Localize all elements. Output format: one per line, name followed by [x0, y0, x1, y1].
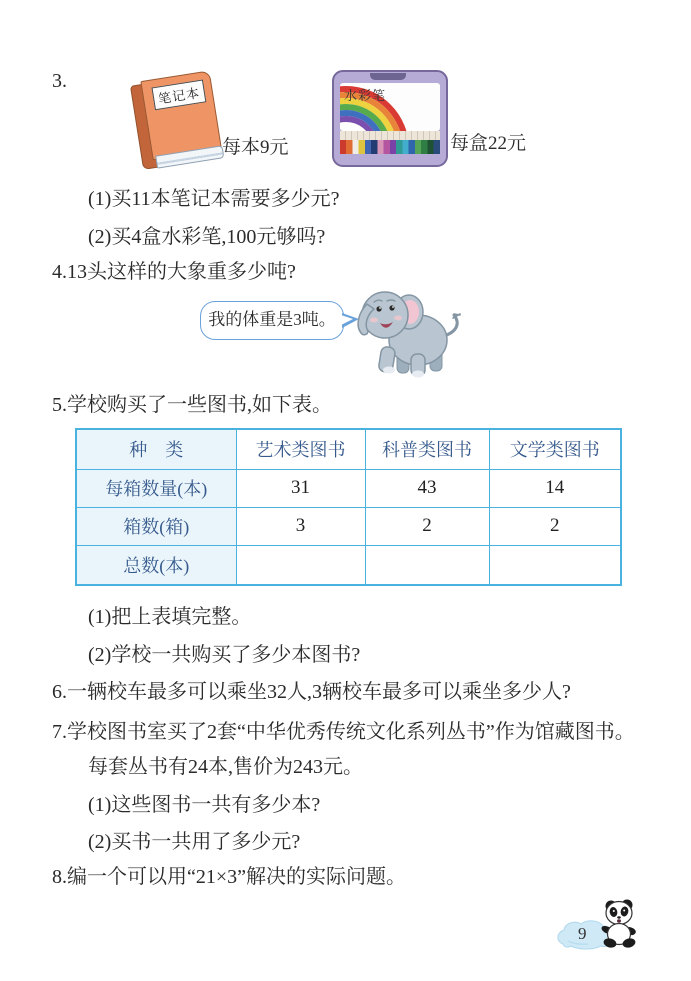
- q7-line2-text: 每套丛书有24本,售价为243元。: [88, 756, 363, 778]
- q3-sub1-text: (1)买11本笔记本需要多少元?: [88, 188, 340, 210]
- table-cell-empty: [365, 545, 489, 585]
- table-header-art: 艺术类图书: [236, 429, 365, 469]
- panda-icon: [598, 898, 642, 950]
- table-cell: 2: [489, 507, 621, 545]
- table-row: [76, 545, 621, 585]
- q8-text: 8.编一个可以用“21×3”解决的实际问题。: [52, 866, 407, 888]
- q5-text: 5.学校购买了一些图书,如下表。: [52, 394, 332, 416]
- paintbox-price: 每盒22元: [450, 133, 527, 154]
- page-number: 9: [578, 924, 587, 943]
- speech-bubble-text: 我的体重是3吨。: [208, 310, 336, 329]
- paintbox-pale-pencils: [340, 131, 440, 140]
- speech-bubble: [200, 301, 344, 340]
- paintbox-panel: [340, 83, 440, 131]
- table-cell: 3: [236, 507, 365, 545]
- q6-text: 6.一辆校车最多可以乘坐32人,3辆校车最多可以乘坐多少人?: [52, 681, 571, 703]
- table-row-label: 每箱数量(本): [76, 469, 236, 507]
- table-row-label: 总数(本): [76, 545, 236, 585]
- books-table: [75, 428, 622, 586]
- elephant-icon: [352, 282, 472, 382]
- notebook-book-shape: [129, 70, 224, 172]
- paintbox-handle: [370, 73, 406, 80]
- table-cell-empty: [236, 545, 365, 585]
- table-row: [76, 507, 621, 545]
- table-header-kind: 种 类: [76, 429, 236, 469]
- paintbox-label: 水彩笔: [344, 88, 387, 103]
- q3-number: 3.: [52, 70, 67, 92]
- table-header-science: 科普类图书: [365, 429, 489, 469]
- table-cell-empty: [489, 545, 621, 585]
- table-cell: 31: [236, 469, 365, 507]
- table-header-literature: 文学类图书: [489, 429, 621, 469]
- q7-line1-text: 7.学校图书室买了2套“中华优秀传统文化系列丛书”作为馆藏图书。: [52, 721, 635, 743]
- q7-sub2-text: (2)买书一共用了多少元?: [88, 831, 301, 853]
- elephant-illustration: [352, 282, 472, 382]
- q5-sub2-text: (2)学校一共购买了多少本图书?: [88, 644, 361, 666]
- q7-sub1-text: (1)这些图书一共有多少本?: [88, 794, 321, 816]
- notebook-illustration: [132, 74, 224, 170]
- panda-illustration: [598, 898, 642, 950]
- table-cell: 2: [365, 507, 489, 545]
- q4-text: 4.13头这样的大象重多少吨?: [52, 261, 296, 283]
- q3-sub2-text: (2)买4盒水彩笔,100元够吗?: [88, 226, 326, 248]
- paintbox-illustration: [332, 70, 448, 167]
- table-row-label: 箱数(箱): [76, 507, 236, 545]
- notebook-price: 每本9元: [222, 137, 289, 158]
- table-row: [76, 469, 621, 507]
- table-cell: 43: [365, 469, 489, 507]
- paintbox-color-pencils: [340, 140, 440, 154]
- notebook-label: 笔记本: [151, 79, 206, 110]
- q5-sub1-text: (1)把上表填完整。: [88, 606, 252, 628]
- table-cell: 14: [489, 469, 621, 507]
